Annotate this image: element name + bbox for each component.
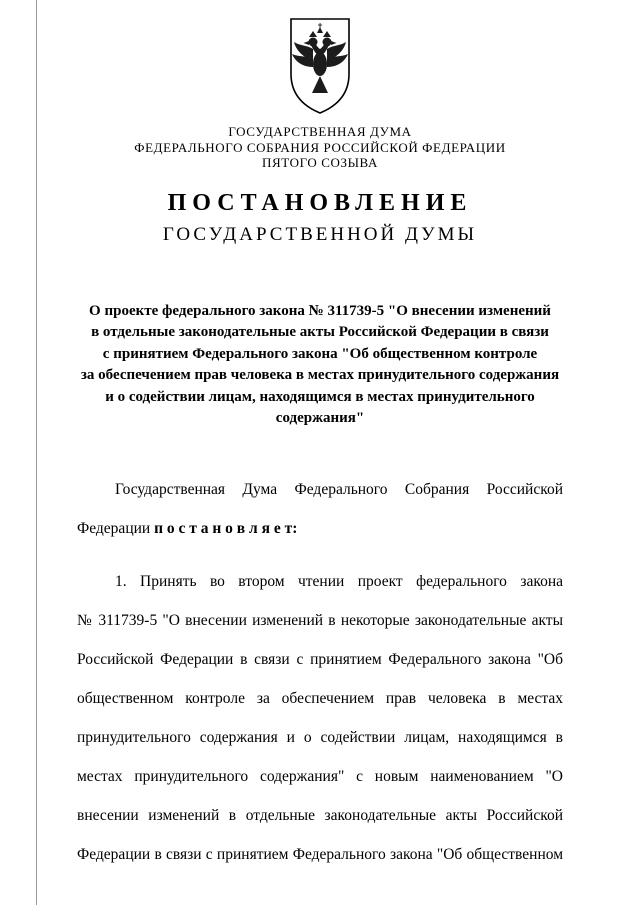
title-line: содержания" xyxy=(275,410,365,426)
text-line: 1. Принять во втором чтении проект федерального закона xyxy=(115,572,563,590)
document-body xyxy=(77,470,563,874)
title-line: с принятием Федерального закона "Об общественном контроле xyxy=(102,345,538,362)
organization-line-2: ФЕДЕРАЛЬНОГО СОБРАНИЯ РОССИЙСКОЙ ФЕДЕРАЦИИ xyxy=(134,139,506,155)
text-line: Федерации в связи с принятием Федерального закона "Об общественном xyxy=(77,845,563,863)
document-type-word: ПОСТАНОВЛЕНИЕ xyxy=(167,189,473,216)
russian-coat-of-arms-icon xyxy=(287,16,353,116)
document-title xyxy=(48,301,593,430)
text-line: местах принудительного содержания" с новым наименованием "О xyxy=(77,767,563,785)
document-type-heading xyxy=(0,189,640,247)
text-line: Государственная Дума Федерального Собрания Российской xyxy=(115,480,563,498)
emphasized-word: п о с т а н о в л я е т: xyxy=(154,519,298,537)
organization-header xyxy=(0,124,640,171)
text-line xyxy=(77,509,563,548)
text-line: принудительного содержания и о содействии лицам, находящимся в xyxy=(77,728,563,746)
title-line: в отдельные законодательные акты Российской Федерации в связи xyxy=(91,324,549,340)
paragraph xyxy=(77,470,563,548)
text-line: общественном контроле за обеспечением прав человека в местах xyxy=(77,689,563,707)
title-line: за обеспечением прав человека в местах принудительного содержания xyxy=(80,367,560,383)
text-line: Российской Федерации в связи с принятием Федерального закона "Об xyxy=(77,650,563,668)
organization-line-1: ГОСУДАРСТВЕННАЯ ДУМА xyxy=(228,124,412,139)
scan-artifact-line xyxy=(36,0,37,905)
title-line: и о содействии лицам, находящимся в местах принудительного xyxy=(105,388,535,405)
title-line: О проекте федерального закона № 311739-5 "О внесении изменений xyxy=(89,302,551,319)
text-fragment: Федерации xyxy=(77,519,155,537)
text-line: внесении изменений в отдельные законодательные акты Российской xyxy=(77,806,563,824)
organization-line-3: ПЯТОГО СОЗЫВА xyxy=(262,155,378,170)
paragraph xyxy=(77,562,563,874)
document-type-issuer: ГОСУДАРСТВЕННОЙ ДУМЫ xyxy=(162,223,478,245)
text-line: № 311739-5 "О внесении изменений в некоторые законодательные акты xyxy=(77,611,563,629)
